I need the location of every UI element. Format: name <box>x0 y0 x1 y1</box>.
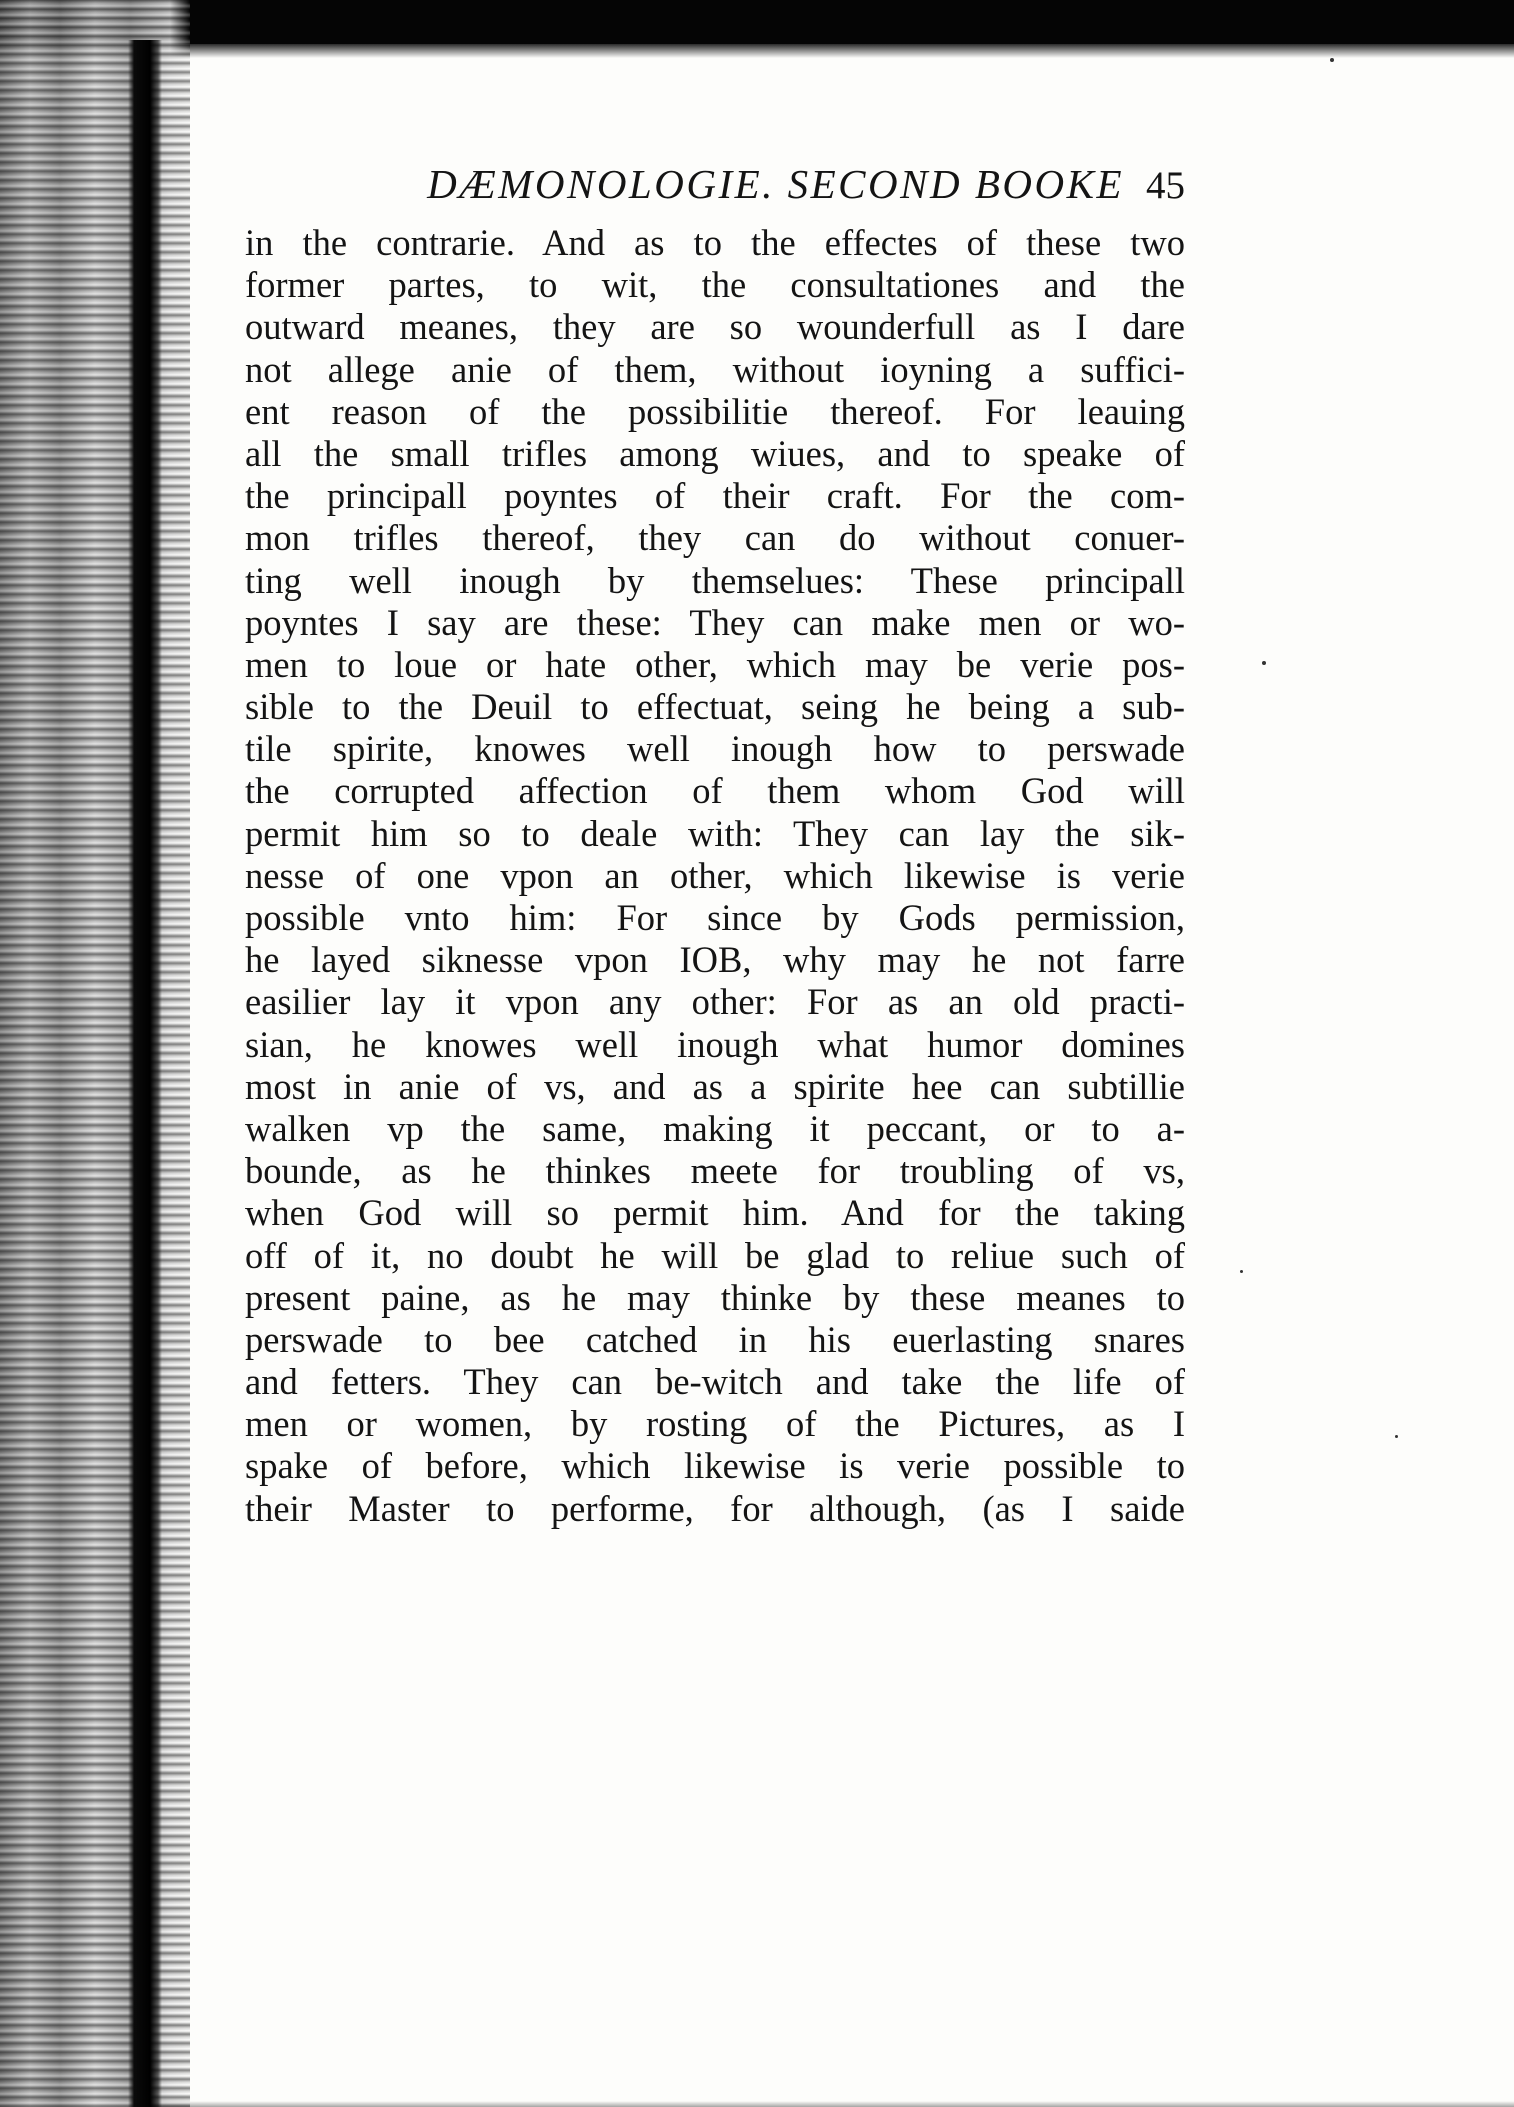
running-head <box>309 160 1185 220</box>
body-text <box>245 222 1185 1530</box>
text-line: possible vnto him: For since by Gods permission, <box>245 897 1185 938</box>
text-line: in the contrarie. And as to the effectes of these two <box>245 222 1185 263</box>
text-line: men or women, by rosting of the Pictures, as I <box>245 1403 1185 1445</box>
text-line: nesse of one vpon an other, which likewise is verie <box>245 854 1185 896</box>
text-line: spake of before, which likewise is verie possible to <box>245 1445 1185 1487</box>
text-line: and fetters. They can be-witch and take the life of <box>245 1361 1185 1403</box>
page-number: 45 <box>1146 164 1185 207</box>
scan-speck <box>1395 1435 1398 1438</box>
text-line: most in anie of vs, and as a spirite hee can subtillie <box>245 1065 1185 1107</box>
scan-speck <box>1240 1270 1243 1273</box>
text-line: mon trifles thereof, they can do without conuer- <box>245 517 1185 559</box>
text-line: off of it, no doubt he will be glad to reliue such of <box>245 1234 1185 1276</box>
scan-speck <box>1262 661 1266 665</box>
text-line: the principall poyntes of their craft. For the com- <box>245 475 1185 517</box>
scan-bottom-border <box>150 2101 1514 2107</box>
scan-top-border <box>0 0 1514 44</box>
text-line: perswade to bee catched in his euerlasting snares <box>245 1318 1185 1360</box>
text-line: former partes, to wit, the consultationes and the <box>245 264 1185 306</box>
text-line: easilier lay it vpon any other: For as an old practi- <box>245 981 1185 1023</box>
book-spine-shadow <box>128 40 162 2107</box>
text-line: present paine, as he may thinke by these meanes to <box>245 1276 1185 1318</box>
text-line: permit him so to deale with: They can lay the sik- <box>245 812 1185 854</box>
text-line: walken vp the same, making it peccant, or to a- <box>245 1107 1185 1149</box>
text-line: outward meanes, they are so wounderfull as I dare <box>245 306 1185 348</box>
text-line: all the small trifles among wiues, and to speake of <box>245 432 1185 474</box>
text-line: sible to the Deuil to effectuat, seing he being a sub- <box>245 686 1185 728</box>
text-line: the corrupted affection of them whom God will <box>245 770 1185 812</box>
text-line: their Master to performe, for although, (as I saide <box>245 1487 1185 1529</box>
text-line: he layed siknesse vpon IOB, why may he not farre <box>245 939 1185 981</box>
text-line: when God will so permit him. And for the taking <box>245 1192 1185 1234</box>
text-line: ent reason of the possibilitie thereof. For leauing <box>245 390 1185 432</box>
text-line: not allege anie of them, without ioyning a suffici- <box>245 348 1185 390</box>
running-head-title: DÆMONOLOGIE. SECOND BOOKE <box>427 161 1124 207</box>
text-line: bounde, as he thinkes meete for troubling of vs, <box>245 1150 1185 1192</box>
text-line: poyntes I say are these: They can make men or wo- <box>245 601 1185 643</box>
text-line: ting well inough by themselues: These principall <box>245 559 1185 601</box>
text-line: men to loue or hate other, which may be verie pos- <box>245 643 1185 685</box>
book-page <box>245 160 1185 1530</box>
scan-speck <box>1330 58 1334 62</box>
text-line: tile spirite, knowes well inough how to perswade <box>245 728 1185 770</box>
text-line: sian, he knowes well inough what humor domines <box>245 1023 1185 1065</box>
